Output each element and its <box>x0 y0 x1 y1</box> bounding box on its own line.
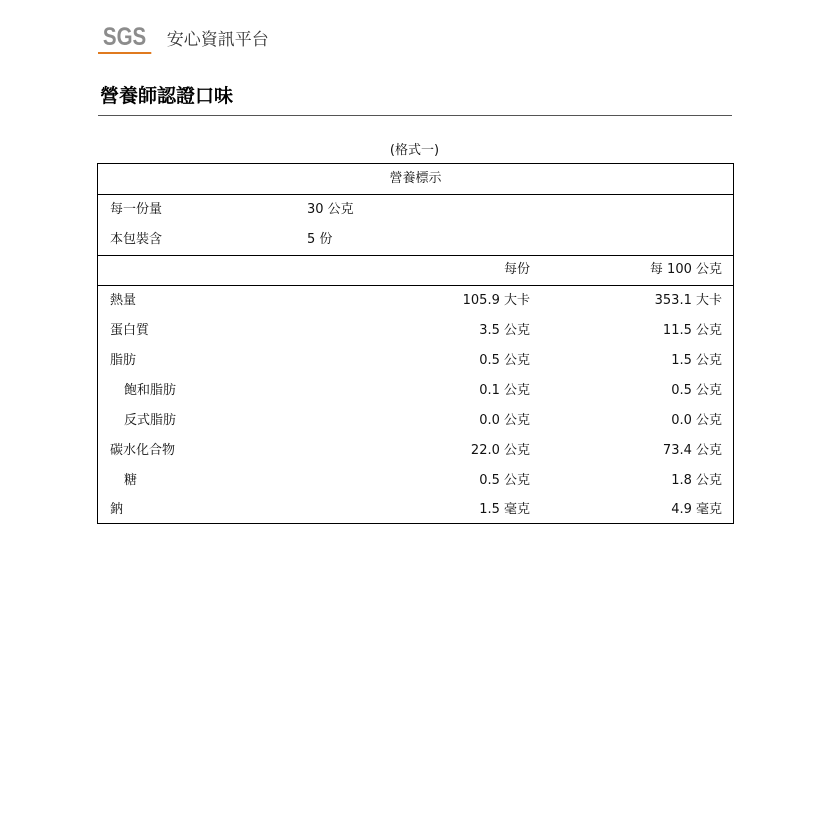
col-per-100g: 每 100 公克 <box>649 262 722 277</box>
servings-row <box>98 225 733 255</box>
per-100g-value: 4.9 毫克 <box>671 502 722 517</box>
table-row <box>98 495 733 525</box>
per-serving-value: 22.0 公克 <box>470 443 530 458</box>
per-serving-value: 0.0 公克 <box>479 413 530 428</box>
title-divider <box>98 115 732 116</box>
table-row <box>98 466 733 496</box>
table-heading-row <box>98 164 733 194</box>
table-row <box>98 316 733 346</box>
column-header-row <box>98 255 733 285</box>
nutrient-name: 熱量 <box>110 293 137 308</box>
nutrient-name: 飽和脂肪 <box>124 383 177 398</box>
nutrient-name: 碳水化合物 <box>110 443 176 458</box>
per-100g-value: 1.5 公克 <box>671 353 722 368</box>
nutrient-name: 蛋白質 <box>110 323 150 338</box>
nutrition-facts-table <box>97 163 734 524</box>
per-100g-value: 1.8 公克 <box>671 473 722 488</box>
nutrient-name: 反式脂肪 <box>124 413 177 428</box>
per-serving-value: 0.5 公克 <box>479 473 530 488</box>
servings-label: 本包裝含 <box>110 232 163 247</box>
per-100g-value: 11.5 公克 <box>662 323 722 338</box>
header <box>98 24 269 54</box>
page-title: 營養師認證口味 <box>100 85 234 107</box>
per-serving-value: 105.9 大卡 <box>462 293 530 308</box>
platform-name: 安心資訊平台 <box>166 30 269 50</box>
table-row <box>98 286 733 316</box>
serving-size-value: 30 公克 <box>307 202 354 217</box>
per-100g-value: 73.4 公克 <box>662 443 722 458</box>
serving-size-label: 每一份量 <box>110 202 163 217</box>
serving-size-row <box>98 195 733 225</box>
col-per-serving: 每份 <box>503 262 530 277</box>
servings-value: 5 份 <box>307 232 333 247</box>
table-row <box>98 376 733 406</box>
nutrient-name: 糖 <box>124 473 138 488</box>
per-serving-value: 3.5 公克 <box>479 323 530 338</box>
table-row <box>98 406 733 436</box>
per-serving-value: 0.1 公克 <box>479 383 530 398</box>
per-serving-value: 1.5 毫克 <box>479 502 530 517</box>
per-100g-value: 353.1 大卡 <box>654 293 722 308</box>
sgs-logo: SGS <box>98 24 151 54</box>
per-100g-value: 0.5 公克 <box>671 383 722 398</box>
format-label: (格式一) <box>389 143 440 158</box>
nutrient-name: 脂肪 <box>110 353 137 368</box>
nutrient-name: 鈉 <box>110 502 124 517</box>
per-100g-value: 0.0 公克 <box>671 413 722 428</box>
table-heading: 營養標示 <box>389 171 442 186</box>
table-row <box>98 346 733 376</box>
table-row <box>98 436 733 466</box>
per-serving-value: 0.5 公克 <box>479 353 530 368</box>
